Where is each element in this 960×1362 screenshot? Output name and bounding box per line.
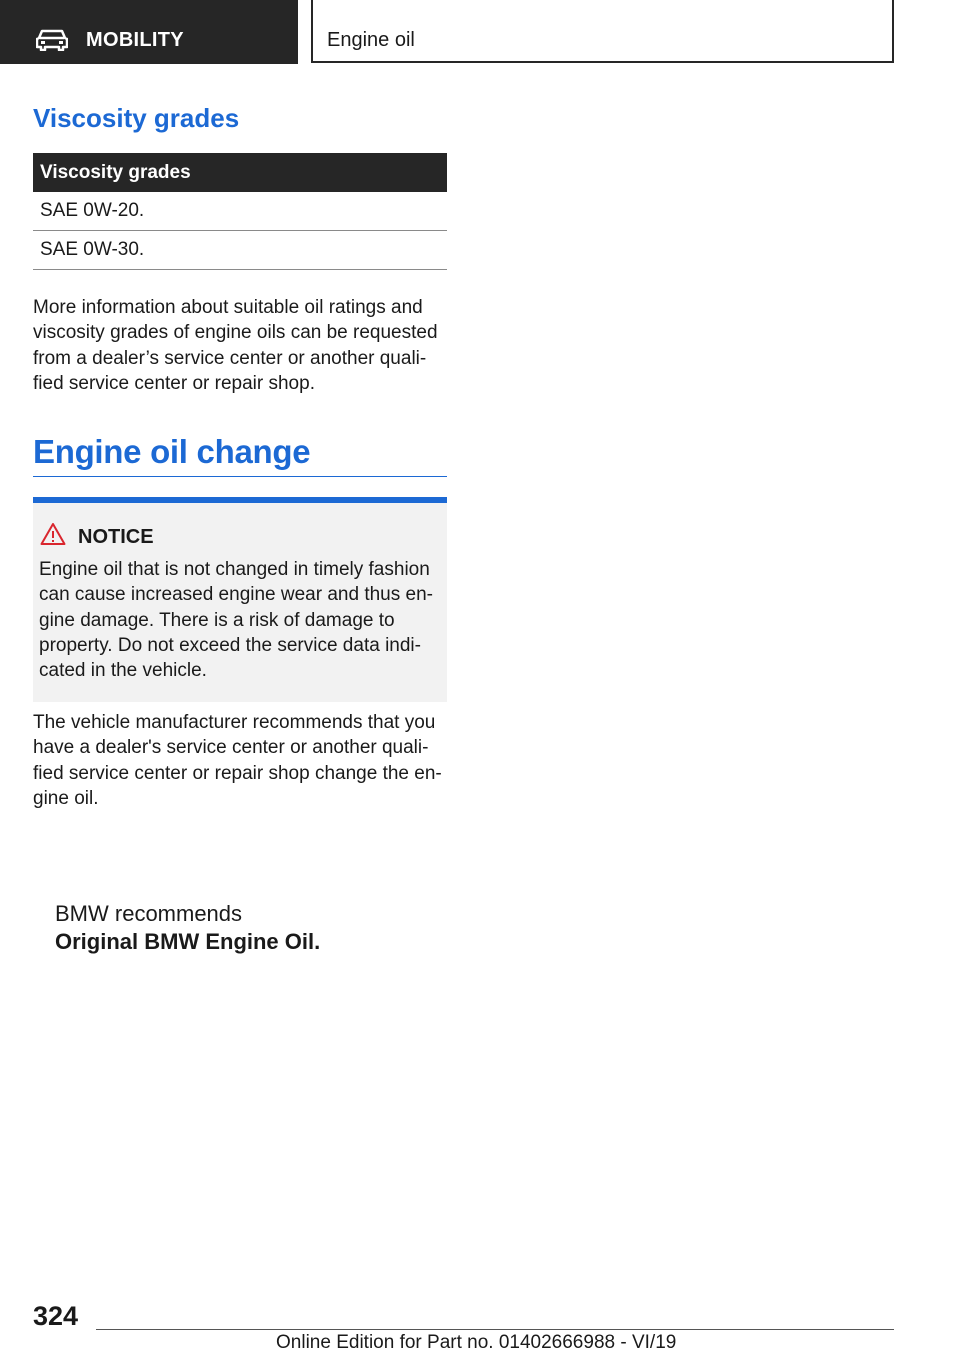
warning-icon xyxy=(40,522,66,546)
table-row xyxy=(33,231,447,270)
notice-title: NOTICE xyxy=(78,526,154,548)
advert-line-2: Original BMW Engine Oil. xyxy=(55,929,321,954)
notice-text: Engine oil that is not changed in timely fashion can cause increased engine wear and thus en-gine damage. There is a risk of damage to property. Do not exceed the service data indi-cated in the vehicle. xyxy=(39,559,433,682)
recommendation-paragraph: The vehicle manufacturer recommends that you have a dealer's service center or another quali-fied service center or repair shop change the en-gine oil. xyxy=(33,712,442,809)
advert-line-1: BMW recommends xyxy=(55,901,243,926)
viscosity-info-paragraph: More information about suitable oil ratings and viscosity grades of engine oils can be requested from a dealer’s service center or another quali-fied service center or repair shop. xyxy=(33,297,438,394)
chapter-tab[interactable] xyxy=(311,0,894,63)
section-tab[interactable] xyxy=(0,0,298,64)
notice-accent-bar xyxy=(33,497,447,503)
table-header-cell: Viscosity grades xyxy=(33,153,447,192)
section-label: MOBILITY xyxy=(86,29,184,51)
heading-underline xyxy=(33,476,447,477)
viscosity-heading: Viscosity grades xyxy=(33,103,240,133)
table-cell: SAE 0W-30. xyxy=(33,231,447,270)
footer-divider xyxy=(96,1329,894,1330)
page-number: 324 xyxy=(33,1301,79,1331)
oil-change-heading: Engine oil change xyxy=(33,433,311,470)
viscosity-table xyxy=(33,153,447,270)
table-cell: SAE 0W-20. xyxy=(33,192,447,231)
table-header-row xyxy=(33,153,447,192)
footer-edition: Online Edition for Part no. 01402666988 - VI/19 xyxy=(276,1332,677,1353)
chapter-label: Engine oil xyxy=(327,29,415,51)
notice-box xyxy=(33,497,447,702)
table-row xyxy=(33,192,447,231)
car-icon xyxy=(36,29,68,51)
